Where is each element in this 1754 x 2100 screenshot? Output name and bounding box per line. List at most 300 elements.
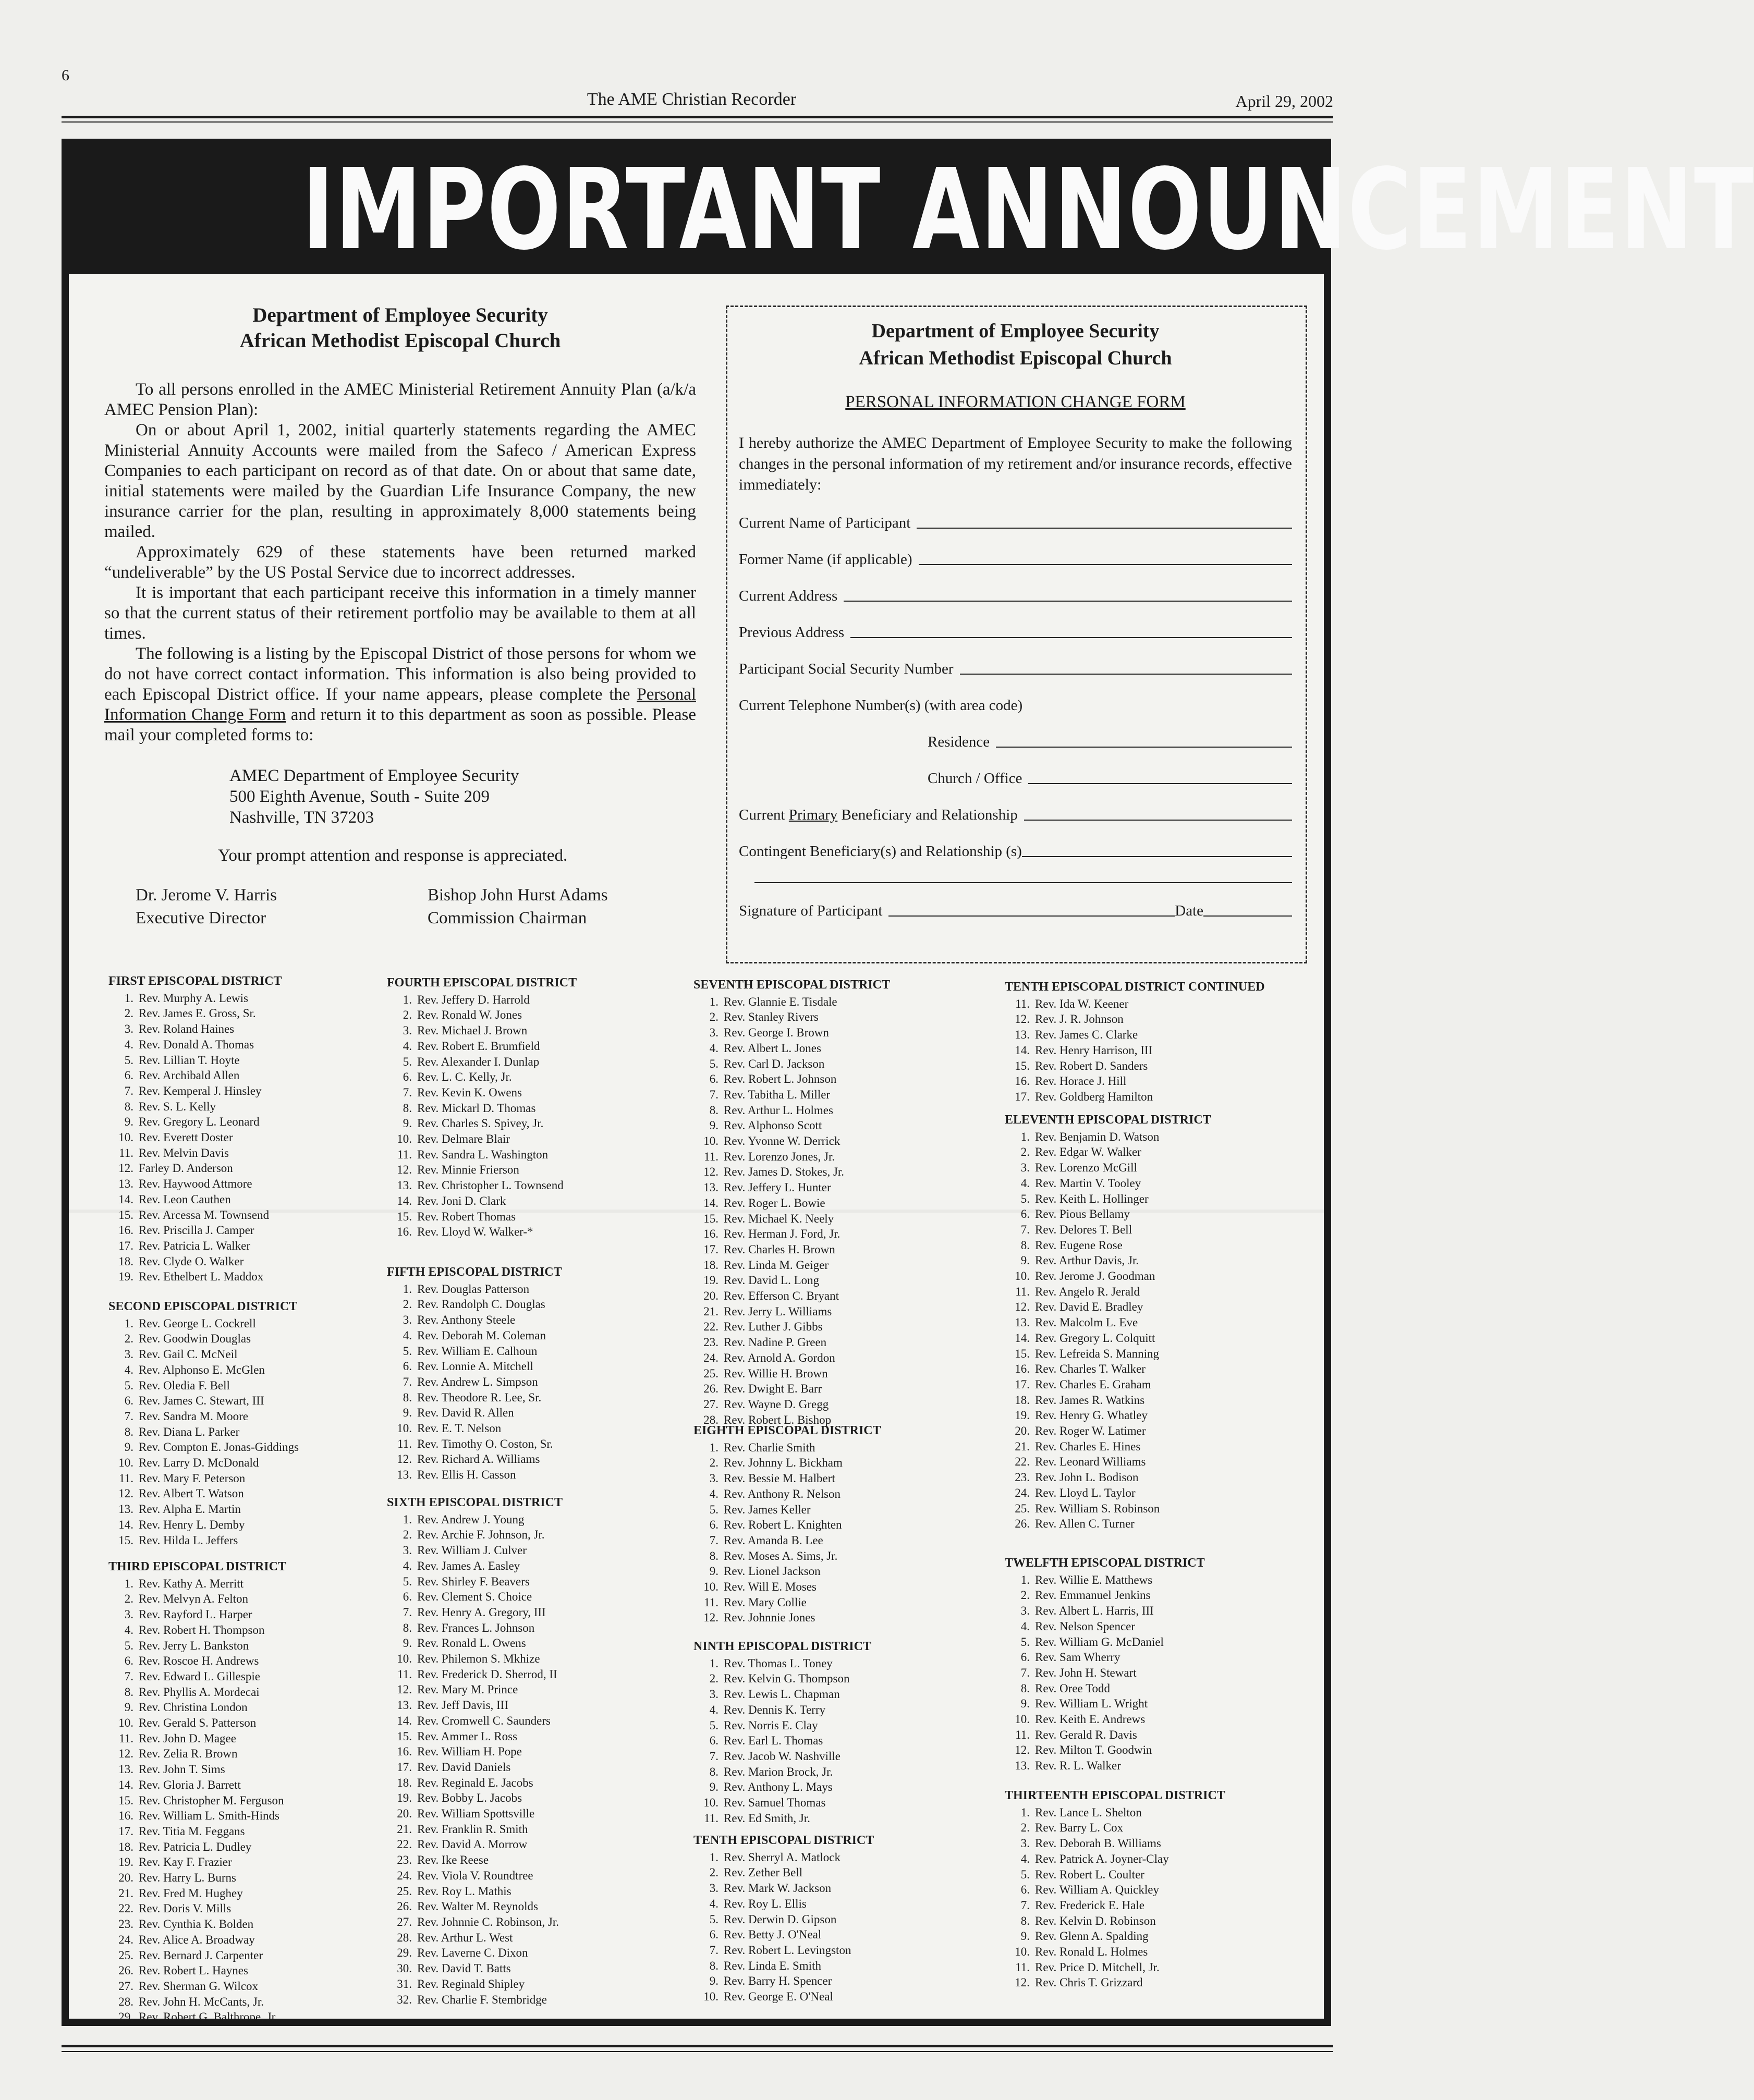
list-number: 25. <box>397 1884 412 1898</box>
list-number: 12. <box>1015 1976 1030 1989</box>
minister-name: Rev. Glannie E. Tisdale <box>724 995 837 1008</box>
minister-name: Rev. Robert H. Thompson <box>139 1623 265 1637</box>
minister-name: Rev. George E. O'Neal <box>724 1990 833 2004</box>
list-number: 2. <box>124 1332 133 1346</box>
list-number: 9. <box>403 1637 412 1650</box>
list-number: 2. <box>403 1528 412 1542</box>
list-item <box>108 1238 282 1254</box>
list-item <box>1005 1944 1225 1960</box>
list-item <box>108 1591 286 1607</box>
minister-name: Rev. Pious Bellamy <box>1035 1207 1130 1221</box>
list-item <box>1005 1742 1205 1758</box>
signature-field[interactable] <box>739 900 1292 920</box>
minister-name: Rev. Nelson Spencer <box>1035 1619 1136 1633</box>
residence-phone-field[interactable] <box>739 731 1292 751</box>
minister-name: Rev. S. L. Kelly <box>139 1100 216 1113</box>
current-address-field[interactable] <box>739 585 1292 605</box>
minister-name: Rev. Robert L. Johnson <box>724 1072 837 1086</box>
minister-name: Rev. Douglas Patterson <box>417 1282 530 1296</box>
letter-greeting: To all persons enrolled in the AMEC Ministerial Retirement Annuity Plan (a/k/a AMEC Pension Plan): <box>104 380 696 419</box>
list-item <box>1005 1176 1211 1191</box>
list-item <box>108 1684 286 1700</box>
list-item <box>693 1749 871 1764</box>
minister-name: Rev. Theodore R. Lee, Sr. <box>417 1390 542 1404</box>
list-number: 5. <box>403 1055 412 1068</box>
list-number: 5. <box>1020 1867 1030 1881</box>
list-item <box>1005 1501 1211 1517</box>
former-name-field[interactable] <box>739 548 1292 568</box>
list-item <box>108 1994 286 2010</box>
minister-name: Rev. Mark W. Jackson <box>724 1882 832 1895</box>
list-number: 15. <box>118 1533 133 1547</box>
department-name: Department of Employee Security <box>871 320 1160 342</box>
list-item <box>387 1884 563 1899</box>
list-number: 19. <box>118 1270 133 1284</box>
list-item <box>387 1405 562 1421</box>
list-item <box>108 1362 299 1378</box>
list-number: 12. <box>1015 1743 1030 1757</box>
signature-line[interactable] <box>888 915 1175 917</box>
list-item <box>693 1687 871 1702</box>
list-item <box>387 1589 563 1605</box>
list-item <box>108 1533 299 1548</box>
list-item <box>108 1638 286 1654</box>
minister-name: Rev. Derwin D. Gipson <box>724 1912 837 1926</box>
list-item <box>387 1390 562 1406</box>
telephone-heading <box>739 694 1292 714</box>
list-item <box>108 1808 286 1824</box>
minister-name: Rev. Lefreida S. Manning <box>1035 1347 1160 1360</box>
list-number: 29. <box>397 1946 412 1960</box>
minister-name: Rev. David L. Long <box>724 1274 820 1287</box>
minister-name: Rev. Kelvin G. Thompson <box>724 1672 850 1686</box>
minister-name: Rev. Frederick D. Sherrod, II <box>417 1667 557 1681</box>
list-number: 3. <box>1020 1604 1030 1618</box>
list-item <box>1005 1619 1205 1634</box>
minister-name: Rev. Robert E. Brumfield <box>417 1039 540 1053</box>
minister-name: Rev. William H. Pope <box>417 1745 522 1759</box>
minister-name: Rev. Clement S. Choice <box>417 1590 532 1604</box>
minister-name: Rev. Roger L. Bowie <box>724 1196 825 1210</box>
list-number: 16. <box>118 1809 133 1823</box>
list-item <box>387 1558 563 1574</box>
list-item <box>108 1439 299 1455</box>
fill-line[interactable] <box>917 528 1292 529</box>
list-item <box>387 1209 577 1225</box>
list-item <box>387 1039 577 1054</box>
list-number: 16. <box>397 1745 412 1759</box>
list-item <box>108 1021 282 1037</box>
list-item <box>693 1471 881 1486</box>
footer-rule <box>62 2045 1333 2047</box>
list-item <box>387 1868 563 1884</box>
list-item <box>1005 1572 1205 1588</box>
list-item <box>387 1837 563 1852</box>
minister-name: Rev. Gail C. McNeil <box>139 1348 238 1361</box>
minister-name: Rev. Christina London <box>139 1701 248 1714</box>
list-item <box>387 1605 563 1620</box>
list-item <box>387 1992 563 2008</box>
list-number: 12. <box>1015 1012 1030 1026</box>
minister-name: Rev. Barry L. Cox <box>1035 1821 1124 1835</box>
list-number: 20. <box>118 1871 133 1885</box>
fill-line[interactable] <box>919 564 1292 565</box>
minister-name: Rev. Goldberg Hamilton <box>1035 1090 1153 1103</box>
list-number: 11. <box>704 1150 718 1163</box>
list-item <box>387 1512 563 1528</box>
list-item <box>108 1824 286 1839</box>
list-number: 31. <box>397 1977 412 1991</box>
minister-name: Rev. Milton T. Goodwin <box>1035 1743 1152 1757</box>
list-item <box>1005 1454 1211 1470</box>
list-item <box>1005 1346 1211 1362</box>
list-item <box>108 1777 286 1793</box>
minister-name: Rev. Arthur L. Holmes <box>724 1103 833 1117</box>
minister-name: Rev. Diana L. Parker <box>139 1425 240 1438</box>
fill-line[interactable] <box>844 601 1292 602</box>
minister-name: Rev. Frederick E. Hale <box>1035 1898 1144 1912</box>
list-number: 5. <box>124 1378 133 1392</box>
list-item <box>1005 1089 1265 1105</box>
minister-name: Rev. Marion Brock, Jr. <box>724 1765 833 1778</box>
fill-line[interactable] <box>850 637 1292 638</box>
list-item <box>108 1486 299 1501</box>
current-name-field[interactable] <box>739 512 1292 532</box>
personal-information-change-form <box>726 306 1307 963</box>
minister-name: Rev. Michael J. Brown <box>417 1024 528 1037</box>
list-number: 11. <box>704 1595 718 1609</box>
list-number: 12. <box>118 1747 133 1761</box>
minister-name: Rev. Willie H. Brown <box>724 1366 828 1380</box>
signatory-title: Executive Director <box>136 909 266 927</box>
minister-name: Rev. Robert G. Balthrope, Jr. <box>139 2010 278 2024</box>
list-item <box>108 1731 286 1747</box>
minister-name: Rev. Zelia R. Brown <box>139 1747 238 1761</box>
list-item <box>693 1595 881 1610</box>
list-number: 23. <box>397 1853 412 1867</box>
minister-name: Rev. Kemperal J. Hinsley <box>139 1084 262 1097</box>
field-label: Current Telephone Number(s) (with area code) <box>739 697 1023 714</box>
list-item <box>1005 1485 1211 1501</box>
field-label: Contingent Beneficiary(s) and Relationship (s) <box>739 843 1022 860</box>
list-item <box>108 1854 286 1870</box>
minister-name: Rev. Edgar W. Walker <box>1035 1145 1141 1159</box>
list-number: 2. <box>403 1008 412 1022</box>
label-part: Beneficiary and Relationship <box>837 807 1018 823</box>
list-number: 11. <box>397 1147 412 1161</box>
list-item <box>1005 1222 1211 1238</box>
list-number: 10. <box>118 1456 133 1470</box>
list-item <box>108 1223 282 1238</box>
district-heading: SEVENTH EPISCOPAL DISTRICT <box>693 978 890 992</box>
signatory <box>428 884 608 930</box>
list-number: 18. <box>1015 1393 1030 1407</box>
fill-line[interactable] <box>1028 783 1292 784</box>
publication-title: The AME Christian Recorder <box>587 90 797 109</box>
list-number: 21. <box>118 1886 133 1900</box>
list-item <box>1005 1144 1211 1160</box>
list-number: 1. <box>403 993 412 1006</box>
list-item <box>108 1793 286 1809</box>
minister-name: Rev. Andrew L. Simpson <box>417 1375 538 1388</box>
list-number: 13. <box>118 1763 133 1776</box>
minister-name: Rev. Jeffery D. Harrold <box>417 993 530 1006</box>
minister-name: Rev. Cromwell C. Saunders <box>417 1714 551 1727</box>
list-item <box>387 1178 577 1193</box>
minister-name: Rev. Malcolm L. Eve <box>1035 1316 1138 1329</box>
footer-rule-thin <box>62 2051 1333 2052</box>
minister-name: Rev. Luther J. Gibbs <box>724 1320 823 1334</box>
list-item <box>693 1579 881 1595</box>
list-number: 12. <box>118 1162 133 1175</box>
minister-name: Rev. Sandra M. Moore <box>139 1409 248 1423</box>
minister-name: Rev. David R. Allen <box>417 1406 514 1420</box>
list-number: 8. <box>403 1621 412 1634</box>
minister-name: Rev. Gloria J. Barrett <box>139 1778 241 1791</box>
list-number: 18. <box>397 1776 412 1789</box>
contingent-beneficiary-field[interactable] <box>739 840 1292 860</box>
minister-name: Rev. Robert L. Bishop <box>724 1413 832 1426</box>
minister-name: Rev. Samuel Thomas <box>724 1796 826 1810</box>
minister-name: Rev. Viola V. Roundtree <box>417 1869 533 1882</box>
list-number: 6. <box>1020 1883 1030 1897</box>
minister-name: Rev. Roger W. Latimer <box>1035 1424 1146 1438</box>
list-number: 25. <box>703 1366 718 1380</box>
district-heading: FIRST EPISCOPAL DISTRICT <box>108 974 282 988</box>
list-number: 10. <box>1015 1269 1030 1283</box>
minister-name: Rev. Randolph C. Douglas <box>417 1298 545 1311</box>
minister-name: Rev. Charles S. Spivey, Jr. <box>417 1117 544 1130</box>
extra-fill-line[interactable] <box>754 882 1292 883</box>
minister-name: Rev. Patricia L. Walker <box>139 1239 251 1252</box>
minister-name: Rev. Timothy O. Coston, Sr. <box>417 1437 553 1450</box>
list-number: 4. <box>709 1041 718 1055</box>
minister-name: Rev. Jeff Davis, III <box>417 1699 509 1712</box>
list-number: 26. <box>118 1964 133 1977</box>
minister-name: Rev. Bernard J. Carpenter <box>139 1948 263 1962</box>
minister-name: Rev. Reginald Shipley <box>417 1977 525 1991</box>
district-list <box>387 1495 563 2007</box>
minister-name: Rev. Ike Reese <box>417 1853 489 1867</box>
list-item <box>387 1054 577 1070</box>
list-number: 16. <box>118 1224 133 1237</box>
minister-name: Rev. Titia M. Feggans <box>139 1824 245 1838</box>
list-number: 9. <box>709 1565 718 1578</box>
list-number: 16. <box>1015 1362 1030 1376</box>
list-item <box>1005 1315 1211 1330</box>
list-item <box>387 1729 563 1744</box>
list-number: 2. <box>709 1866 718 1879</box>
list-number: 12. <box>118 1487 133 1500</box>
minister-name: Rev. John H. Stewart <box>1035 1666 1137 1679</box>
list-item <box>108 1207 282 1223</box>
list-item <box>387 1421 562 1436</box>
list-number: 10. <box>118 1131 133 1144</box>
list-item <box>693 1273 890 1288</box>
paragraph-text: The following is a listing by the Episcopal District of those persons for whom we do not have correct contact information. This information is also being provided to each Episcopal District office. If your name appears, please complete the <box>104 644 696 704</box>
district-list <box>108 1299 299 1548</box>
list-number: 1. <box>403 1512 412 1526</box>
minister-name: Rev. Efferson C. Bryant <box>724 1289 839 1303</box>
list-number: 14. <box>118 1518 133 1531</box>
minister-name: Rev. Gerald R. Davis <box>1035 1728 1137 1741</box>
list-number: 4. <box>124 1363 133 1376</box>
previous-address-field[interactable] <box>739 621 1292 641</box>
minister-name: Rev. Anthony L. Mays <box>724 1780 833 1794</box>
list-item <box>108 1901 286 1916</box>
list-item <box>693 1118 890 1133</box>
list-item <box>108 1176 282 1192</box>
list-number: 7. <box>1020 1898 1030 1912</box>
list-number: 4. <box>709 1897 718 1910</box>
minister-name: Rev. Sam Wherry <box>1035 1651 1120 1664</box>
list-item <box>1005 1470 1211 1485</box>
list-number: 11. <box>119 1471 133 1485</box>
list-number: 8. <box>1020 1914 1030 1927</box>
list-number: 27. <box>397 1915 412 1928</box>
list-item <box>387 1806 563 1822</box>
minister-name: Rev. James A. Easley <box>417 1559 520 1572</box>
minister-name: Rev. Lewis L. Chapman <box>724 1688 840 1701</box>
list-number: 12. <box>1015 1300 1030 1314</box>
list-item <box>387 1116 577 1131</box>
minister-name: Rev. Emmanuel Jenkins <box>1035 1589 1151 1602</box>
minister-name: Rev. Compton E. Jonas-Giddings <box>139 1440 299 1454</box>
list-item <box>108 1501 299 1517</box>
list-number: 20. <box>1015 1424 1030 1438</box>
list-number: 1. <box>709 1850 718 1864</box>
list-item <box>108 1192 282 1207</box>
announcement-banner <box>69 145 1754 275</box>
list-number: 11. <box>1015 997 1030 1010</box>
list-number: 24. <box>397 1869 412 1882</box>
list-number: 13. <box>397 1179 412 1192</box>
minister-name: Rev. Will E. Moses <box>724 1580 817 1594</box>
minister-name: Rev. Wayne D. Gregg <box>724 1397 829 1411</box>
minister-name: Rev. William G. McDaniel <box>1035 1635 1164 1649</box>
list-item <box>387 1162 577 1178</box>
list-number: 13. <box>118 1177 133 1191</box>
fill-line[interactable] <box>1024 820 1292 821</box>
page-number: 6 <box>62 67 69 84</box>
minister-name: Rev. Anthony R. Nelson <box>724 1487 841 1500</box>
list-number: 8. <box>709 1549 718 1562</box>
church-office-phone-field[interactable] <box>739 767 1292 787</box>
list-number: 11. <box>1015 1285 1030 1298</box>
list-item <box>387 1713 563 1729</box>
fill-line[interactable] <box>996 747 1292 748</box>
signatory-name: Bishop John Hurst Adams <box>428 886 608 905</box>
list-item <box>108 1607 286 1622</box>
minister-name: Rev. J. R. Johnson <box>1035 1012 1124 1026</box>
letter-paragraph: On or about April 1, 2002, initial quarterly statements regarding the AMEC Ministerial Annuity Accounts were mailed from the Safeco / American Express Companies to each participant on record as of that date. On or about that same date, initial statements were mailed by the Guardian Life Insurance Company, the new insurance carrier for the plan, resulting in approximately 8,000 statements being mailed. <box>104 421 696 541</box>
list-item <box>387 1374 562 1390</box>
list-item <box>108 1331 299 1347</box>
minister-name: Rev. Sandra L. Washington <box>417 1147 549 1161</box>
list-item <box>1005 1330 1211 1346</box>
list-number: 7. <box>1020 1666 1030 1679</box>
minister-name: Rev. Doris V. Mills <box>139 1902 232 1915</box>
list-item <box>1005 1129 1211 1145</box>
minister-name: Rev. Johnny L. Bickham <box>724 1456 843 1470</box>
list-number: 4. <box>403 1328 412 1342</box>
list-item <box>108 1114 282 1130</box>
minister-name: Rev. Jerry L. Bankston <box>139 1639 249 1652</box>
form-intro: I hereby authorize the AMEC Department of Employee Security to make the following changes in the personal information of my retirement and/or insurance records, effective immediately: <box>739 434 1292 493</box>
list-number: 1. <box>124 1577 133 1590</box>
minister-name: Rev. Charles T. Walker <box>1035 1362 1146 1376</box>
list-number: 5. <box>403 1344 412 1358</box>
list-item <box>693 1149 890 1165</box>
list-item <box>1005 1073 1265 1089</box>
list-number: 14. <box>397 1714 412 1727</box>
district-list <box>108 974 282 1285</box>
minister-name: Rev. Lorenzo McGill <box>1035 1161 1137 1175</box>
list-item <box>1005 1820 1225 1836</box>
list-item <box>693 1548 881 1564</box>
list-item <box>1005 1361 1211 1377</box>
list-item <box>693 1865 874 1881</box>
list-number: 13. <box>397 1468 412 1482</box>
list-number: 3. <box>124 1608 133 1621</box>
district-heading: SECOND EPISCOPAL DISTRICT <box>108 1300 298 1313</box>
minister-name: Rev. Henry G. Whatley <box>1035 1409 1148 1422</box>
list-item <box>693 994 890 1010</box>
fill-line[interactable] <box>960 674 1292 675</box>
list-item <box>387 1527 563 1543</box>
district-heading: EIGHTH EPISCOPAL DISTRICT <box>693 1424 881 1437</box>
list-number: 4. <box>709 1487 718 1500</box>
list-number: 3. <box>709 1026 718 1040</box>
list-number: 3. <box>709 1882 718 1895</box>
list-number: 7. <box>124 1409 133 1423</box>
list-number: 9. <box>124 1115 133 1129</box>
minister-name: Rev. Hilda L. Jeffers <box>139 1533 238 1547</box>
list-number: 8. <box>709 1959 718 1972</box>
list-number: 4. <box>403 1039 412 1053</box>
minister-name: Rev. Ronald L. Holmes <box>1035 1945 1148 1959</box>
primary-beneficiary-field[interactable] <box>739 804 1292 824</box>
signatory-name: Dr. Jerome V. Harris <box>136 886 277 905</box>
list-item <box>1005 1058 1265 1074</box>
minister-name: Rev. Jeffery L. Hunter <box>724 1181 831 1194</box>
list-item <box>693 1795 871 1811</box>
fill-line[interactable] <box>1022 856 1292 857</box>
minister-name: Rev. Chris T. Grizzard <box>1035 1976 1143 1989</box>
list-item <box>693 1164 890 1180</box>
list-item <box>108 1886 286 1901</box>
list-item <box>1005 1299 1211 1315</box>
list-number: 8. <box>709 1765 718 1778</box>
list-number: 16. <box>397 1225 412 1239</box>
list-number: 13. <box>1015 1316 1030 1329</box>
list-item <box>693 1656 871 1671</box>
list-item <box>1005 1975 1225 1991</box>
ssn-field[interactable] <box>739 658 1292 678</box>
list-number: 3. <box>1020 1837 1030 1850</box>
list-item <box>1005 1898 1225 1913</box>
list-item <box>693 1087 890 1103</box>
list-item <box>693 1517 881 1533</box>
list-item <box>387 1281 562 1297</box>
list-number: 8. <box>1020 1681 1030 1695</box>
date-line[interactable] <box>1203 915 1292 917</box>
list-item <box>387 1914 563 1930</box>
department-name: Department of Employee Security <box>252 304 548 326</box>
minister-name: Rev. Linda M. Geiger <box>724 1258 829 1272</box>
list-item <box>387 1976 563 1992</box>
list-item <box>108 1378 299 1394</box>
